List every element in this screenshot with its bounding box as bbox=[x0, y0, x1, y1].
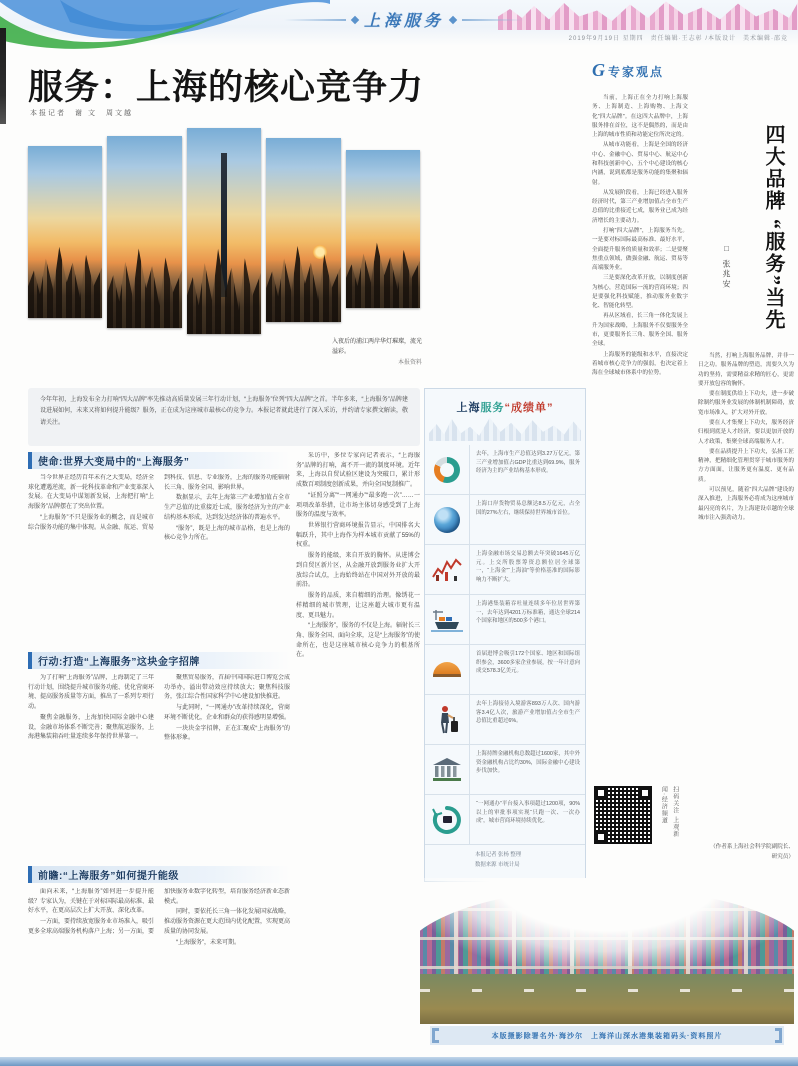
section-title: 上海服务 bbox=[364, 13, 445, 30]
scorecard-item bbox=[425, 445, 585, 495]
body-paragraph: 聚焦贸易服务，首届中国国际进口博览会成功举办，溢出带动效应持续放大；聚焦科技服务，张江综合性国家科学中心建设加快推进。 bbox=[164, 675, 290, 701]
g-logo-icon: G bbox=[592, 60, 605, 80]
section-body-action bbox=[28, 674, 290, 860]
skyline-photo-panel bbox=[107, 136, 181, 328]
body-paragraph: “服务”，既是上海的城市品格，也是上海的核心竞争力所在。 bbox=[164, 525, 290, 542]
qr-finder-icon bbox=[639, 787, 651, 799]
body-paragraph: 面向未来，“上海服务”如何进一步提升能级？专家认为，关键在于对标国际最高标准、最好水平，在更高层次上扩大开放、深化改革。 bbox=[28, 889, 155, 915]
bottom-caption-text: 本版摄影除署名外·海沙尔 上海洋山深水港集装箱码头·资料照片 bbox=[491, 1032, 723, 1040]
qr-finder-icon bbox=[595, 831, 607, 843]
scorecard-item-text: 去年上海接待入境游客893万人次、国内游客3.4亿人次，旅游产业增加值占全市生产总值比重超过6%。 bbox=[469, 695, 585, 744]
scorecard-item-text: 上海持牌金融机构总数超过1600家，其中外资金融机构占比约30%，国际金融中心建设步伐加快。 bbox=[469, 745, 585, 794]
body-paragraph: 采访中，多位专家向记者表示，“上海服务”品牌的打响，离不开一流的制度环境。近年来，上海以自贸试验区建设为突破口，累计形成数百项制度创新成果，并向全国复制推广。 bbox=[296, 453, 420, 489]
sun-icon bbox=[313, 245, 327, 259]
stock-chart-icon bbox=[425, 545, 469, 594]
body-paragraph: 一块块金字招牌，正在汇聚成“上海服务”的整体形象。 bbox=[164, 725, 290, 742]
photo-top-fade bbox=[420, 878, 794, 966]
banner-line-left bbox=[284, 19, 346, 21]
scorecard-credit-line: 数据来源 市统计局 bbox=[475, 861, 520, 868]
scorecard-item-text: 首届进博会吸引172个国家、地区和国际组织参会，3600多家企业参展，按一年计意向成交578.3亿美元。 bbox=[469, 645, 585, 694]
body-paragraph: 聚焦金融服务，上海加快国际金融中心建设，金融市场体系不断完善；聚焦航运服务，上海港集装箱吞吐量连续多年保持世界第一。 bbox=[28, 714, 155, 741]
section-banner bbox=[284, 8, 524, 31]
author-attribution: （作者系上海社会科学院副院长、研究员） bbox=[710, 844, 794, 861]
diamond-bullet-icon bbox=[449, 15, 457, 23]
skyline-photo-panel bbox=[28, 146, 102, 318]
scorecard-item-text: 去年，上海市生产总值达到3.27万亿元，第三产业增加值占GDP比重达到69.9%，服务经济为主的产业结构基本形成。 bbox=[469, 445, 585, 494]
scorecard-item bbox=[425, 795, 585, 845]
scorecard-title-part: “成绩单” bbox=[504, 402, 554, 414]
scorecard-item-text: 上海口岸货物贸易总额达8.5万亿元，占全国的27%左右，继续保持世界城市首位。 bbox=[469, 495, 585, 544]
masthead bbox=[0, 0, 798, 46]
skyline-photo-panel bbox=[346, 150, 420, 308]
body-paragraph: “上海服务”，服务的不仅是上海。辐射长三角、服务全国、面向全球，这是“上海服务”的使命所在，也是这座城市核心竞争力的根基所在。 bbox=[296, 623, 420, 659]
body-paragraph: 要在人才集聚上下功夫，服务经济归根到底是人才经济，要以更加开放的人才政策，集聚全球高端服务人才。 bbox=[698, 419, 794, 445]
scorecard-credit-line: 本报记者 张杨 整理 bbox=[475, 852, 522, 858]
caption-bracket-right-icon bbox=[775, 1028, 782, 1043]
body-paragraph: “上海服务”，未来可期。 bbox=[176, 939, 240, 946]
section-body-mission bbox=[28, 474, 290, 646]
expert-vertical-title: 四大品牌 “服务”当先 bbox=[762, 124, 784, 331]
scorecard-item-text: 上海港集装箱吞吐量连续多年位居世界第一，去年达到4201万标准箱，通达全球214个国家和地区的500多个港口。 bbox=[469, 595, 585, 644]
traveler-icon bbox=[425, 695, 469, 744]
photo-caption bbox=[332, 338, 422, 369]
body-paragraph: 一方面，要持续放宽服务业市场准入，吸引更多全球高端服务机构落户上海；另一方面，要加快服务业数字化转型，培育服务经济新业态新模式。 bbox=[28, 889, 290, 935]
expert-left-column bbox=[592, 94, 688, 782]
ship-icon bbox=[425, 595, 469, 644]
diamond-bullet-icon bbox=[351, 15, 359, 23]
expert-column-header bbox=[592, 60, 794, 81]
body-paragraph: 为了打响“上海服务”品牌，上海制定了三年行动计划，围绕提升城市服务功能、优化营商环境、提高服务质量等方面，推出了一系列专项行动。 bbox=[28, 675, 155, 711]
body-paragraph: 服务的能级，来自开放的胸怀。从进博会到自贸区新片区，从金融开放到服务业扩大开放综合试点，上海始终站在中国对外开放的最前沿。 bbox=[296, 553, 420, 589]
expert-byline: □ 张兆安 bbox=[722, 244, 731, 290]
body-paragraph: 从城市功能看，上海是全国的经济中心、金融中心、贸易中心、航运中心和科技创新中心，五个中心建设的核心内涵，说到底都是服务功能的集聚和辐射。 bbox=[592, 142, 688, 186]
scorecard-credits bbox=[425, 845, 585, 870]
section-heading-action: 行动:打造“上海服务”这块金字招牌 bbox=[28, 652, 290, 669]
scorecard-item-text: 上海金融市场交易总额去年突破1645万亿元。上交所股票筹资总额位居全球第一，“上海金”“上海油”等价格基准的国际影响力不断扩大。 bbox=[469, 545, 585, 594]
qr-code bbox=[594, 786, 652, 844]
globe-icon bbox=[425, 495, 469, 544]
banner-line-right bbox=[462, 19, 524, 21]
scorecard-infographic bbox=[424, 388, 586, 882]
bank-icon bbox=[425, 745, 469, 794]
gauge-icon bbox=[425, 445, 469, 494]
pink-cityscape-graphic bbox=[498, 0, 798, 30]
qr-label: 扫码关注 上观新闻·经济频道 bbox=[660, 786, 678, 838]
body-paragraph: 要在制度供给上下功夫，进一步破除制约服务业发展的体制机制障碍，放宽市场准入，扩大对外开放。 bbox=[698, 391, 794, 416]
photo-credit: 本报资料 bbox=[397, 360, 422, 367]
scorecard-item bbox=[425, 645, 585, 695]
body-paragraph: 可以预见，随着“四大品牌”建设的深入推进，上海服务必将成为这座城市最闪亮的名片，为上海建设卓越的全球城市注入强劲动力。 bbox=[698, 486, 794, 521]
body-paragraph: 服务的品质，来自精细的治理。像绣花一样精细的城市管理，让这座超大城市更有温度、更具魅力。 bbox=[296, 593, 420, 619]
expo-dome-icon bbox=[425, 645, 469, 694]
caption-bracket-left-icon bbox=[432, 1028, 439, 1043]
skyline-photo-panel bbox=[187, 128, 261, 334]
main-headline: 服务：上海的核心竞争力 bbox=[28, 68, 425, 107]
service-loop-icon bbox=[425, 795, 469, 844]
expert-right-column bbox=[698, 352, 794, 782]
scorecard-item bbox=[425, 495, 585, 545]
scorecard-items bbox=[425, 445, 585, 870]
body-paragraph: 数据显示，去年上海第三产业增加值占全市生产总值的比重接近七成，服务经济为主的产业结构基本形成，达到发达经济体的普遍水平。 bbox=[164, 495, 290, 521]
scorecard-title bbox=[425, 389, 585, 415]
bottom-photo-caption bbox=[430, 1026, 784, 1045]
body-paragraph: 同时，要依托长三角一体化发展国家战略，推动服务资源在更大范围内优化配置，实现更高质量的协同发展。 bbox=[164, 909, 290, 935]
body-paragraph: “证照分离”“一网通办”“最多跑一次”……一项项改革举措，让市场主体切身感受到了上海服务的温度与效率。 bbox=[296, 492, 420, 519]
page-edge-mark bbox=[0, 28, 6, 124]
body-paragraph: 世界银行营商环境报告显示，中国排名大幅跃升，其中上海作为样本城市贡献了55%的权重。 bbox=[296, 523, 420, 549]
section-heading-outlook: 前瞻:“上海服务”如何提升能级 bbox=[28, 866, 290, 883]
scorecard-title-part: 服务 bbox=[480, 402, 505, 414]
section-heading-mission: 使命:世界大变局中的“上海服务” bbox=[28, 452, 290, 469]
body-paragraph: 上海服务的能级和水平，直接决定着城市核心竞争力的强弱，也决定着上海在全球城市体系中的位势。 bbox=[592, 351, 688, 377]
body-paragraph: 与此同时，“一网通办”改革持续深化，营商环境不断优化，企业和群众的获得感明显增强。 bbox=[164, 705, 290, 721]
port-aerial-photo bbox=[420, 878, 794, 1024]
waterway-graphic bbox=[420, 974, 794, 1024]
body-paragraph: 再从区域看，长三角一体化发展上升为国家战略，上海服务不仅要服务全市，更要服务长三角、服务全国、服务全球。 bbox=[592, 313, 688, 348]
body-paragraph: 要在品质提升上下功夫，弘扬工匠精神，把精细化管理贯穿于城市服务的方方面面，让服务更有温度、更有品质。 bbox=[698, 448, 794, 483]
expert-column-label: 专家观点 bbox=[608, 65, 665, 79]
main-byline: 本报记者 谢 文 周文越 bbox=[30, 110, 133, 117]
section-body-outlook bbox=[28, 888, 290, 1044]
scorecard-item bbox=[425, 545, 585, 595]
body-paragraph: 当前，上海正在全力打响上海服务、上海制造、上海购物、上海文化“四大品牌”。在这四大品牌中，上海服务排在首位，这不是偶然的，而是由上海的城市性质和功能定位所决定的。 bbox=[592, 95, 688, 139]
ribbon-swoosh-graphic bbox=[0, 0, 330, 56]
qr-block bbox=[594, 786, 680, 844]
scorecard-item-text: “一网通办”平台接入事项超过1200项，90%以上的审批事项实现“只跑一次、一次办成”，城市营商环境持续优化。 bbox=[469, 795, 585, 844]
photo-caption-text: 入夜后的浦江两岸华灯璀璨，流光溢彩。 bbox=[332, 339, 423, 355]
scorecard-title-part: 上海 bbox=[456, 402, 481, 414]
scorecard-item bbox=[425, 695, 585, 745]
dateline: 2019年9月19日 星期四 责任编辑·王志彰 /本版设计 美术编辑·邵竞 bbox=[568, 36, 788, 42]
editor-intro-box: 今年年初，上海发布全力打响“四大品牌”率先推动高质量发展三年行动计划，“上海服务”位列“四大品牌”之首。半年多来，“上海服务”品牌建设进展如何，未来又将如何提升能级？服务，正在成为这座城市最核心的竞争力。本报记者就此进行了深入采访，并约请专家撰文解读，敬请关注。 bbox=[28, 388, 420, 446]
body-paragraph: 当今世界正经历百年未有之大变局，经济全球化遭遇逆流，新一轮科技革命和产业变革深入发展。在大变局中谋划新发展，上海把打响“上海服务”品牌摆在了突出位置。 bbox=[28, 475, 155, 511]
scorecard-item bbox=[425, 745, 585, 795]
qr-finder-icon bbox=[595, 787, 607, 799]
bottom-rule bbox=[0, 1057, 798, 1066]
expert-vertical-title-block bbox=[696, 124, 794, 342]
scorecard-item bbox=[425, 595, 585, 645]
skyline-watermark bbox=[429, 415, 581, 441]
continuation-column bbox=[296, 452, 420, 1044]
skyline-photo-panel bbox=[266, 138, 340, 322]
body-paragraph: 当然，打响上海服务品牌，并非一日之功。服务品牌的塑造，需要久久为功的坚持，需要精益求精的匠心，更需要开放包容的胸怀。 bbox=[698, 353, 794, 387]
body-paragraph: 打响“四大品牌”，上海服务当先。一是要对标国际最高标准、最好水平，全面提升服务的质量和效率；二是要聚焦重点领域，做强金融、航运、贸易等高端服务业。 bbox=[592, 227, 688, 272]
skyline-photo-strip bbox=[28, 128, 420, 334]
body-paragraph: 三是要深化改革开放，以制度创新为核心，营造国际一流的营商环境；四是要强化科技赋能，推动服务业数字化、智能化转型。 bbox=[592, 275, 688, 310]
body-paragraph: 从发展阶段看，上海已经进入服务经济时代，第三产业增加值占全市生产总值的比重接近七成，服务业已成为经济增长的主要动力。 bbox=[592, 189, 688, 224]
body-paragraph: “上海服务”不只是服务业的概念，而是城市综合服务功能的集中体现。从金融、航运、贸易到科技、信息、专业服务，上海的服务功能辐射长三角、服务全国、影响世界。 bbox=[28, 475, 290, 531]
